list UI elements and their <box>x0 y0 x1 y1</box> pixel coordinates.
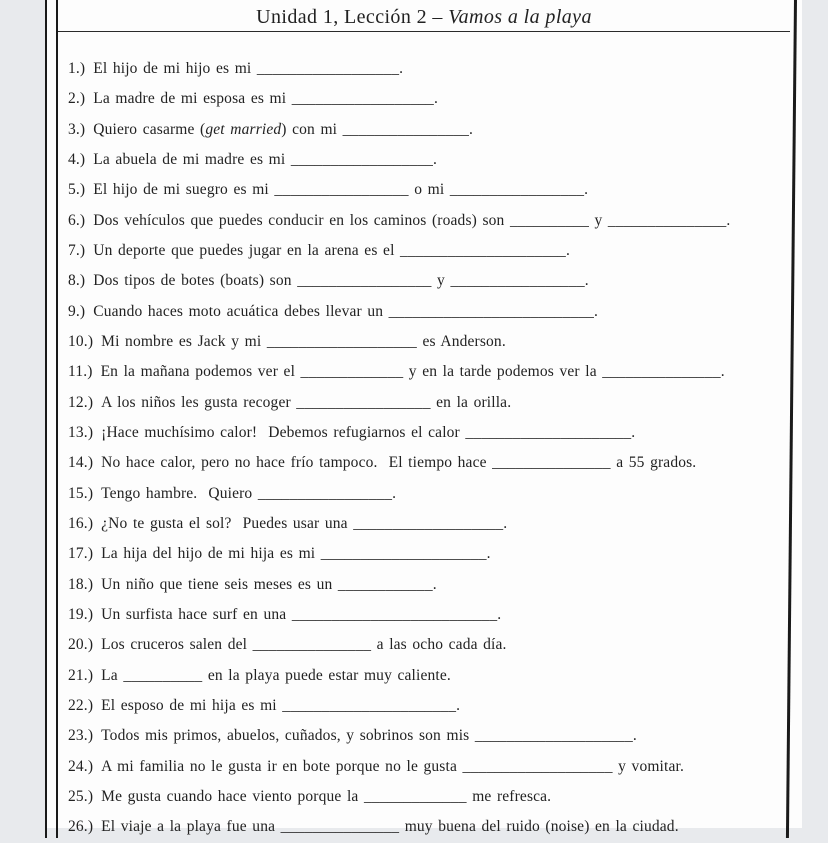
question-row <box>68 600 784 630</box>
question-number: 19.) <box>68 605 94 623</box>
question-number: 26.) <box>68 818 94 836</box>
text-run: La abuela de mi madre es mi __________________. <box>93 150 438 168</box>
question-row <box>68 357 784 387</box>
text-run: ¿No te gusta el sol? Puedes usar una ___________________. <box>101 514 508 532</box>
question-number: 6.) <box>68 211 86 229</box>
question-number: 11.) <box>68 363 93 381</box>
text-run: Me gusta cuando hace viento porque la _____________ me refresca. <box>101 787 552 805</box>
question-text <box>101 394 511 411</box>
text-run: El esposo de mi hija es mi ______________________. <box>101 696 461 714</box>
text-run: Un niño que tiene seis meses es un ____________. <box>101 575 437 593</box>
question-row <box>68 54 784 84</box>
question-row <box>68 721 784 751</box>
question-row <box>68 236 784 266</box>
question-row <box>68 661 784 691</box>
question-row <box>68 115 784 145</box>
question-number: 8.) <box>68 272 86 290</box>
question-number: 15.) <box>68 484 94 502</box>
question-number: 25.) <box>68 787 94 805</box>
question-text <box>101 758 684 775</box>
question-text <box>101 818 679 835</box>
question-number: 23.) <box>68 727 94 745</box>
question-number: 20.) <box>68 636 94 654</box>
question-number: 14.) <box>68 454 94 472</box>
question-text <box>101 545 491 562</box>
text-run: Mi nombre es Jack y mi ___________________ es Anderson. <box>101 332 506 350</box>
text-run: No hace calor, pero no hace frío tampoco. El tiempo hace _______________ a 55 grados. <box>101 454 697 472</box>
question-row <box>68 509 784 539</box>
question-number: 7.) <box>68 241 86 259</box>
italic-text-run: get married <box>205 120 282 138</box>
question-text <box>93 181 588 198</box>
text-run: A mi familia no le gusta ir en bote porque no le gusta ___________________ y vomitar. <box>101 757 684 775</box>
question-text <box>93 212 730 229</box>
question-text <box>101 727 637 744</box>
question-number: 10.) <box>68 332 94 350</box>
question-row <box>68 388 784 418</box>
question-row <box>68 266 784 296</box>
question-text <box>101 363 725 380</box>
question-number: 2.) <box>68 90 86 108</box>
question-text <box>93 151 437 168</box>
question-text <box>101 515 507 532</box>
text-run: Cuando haces moto acuática debes llevar un __________________________. <box>93 302 599 320</box>
question-text <box>93 121 473 138</box>
question-number: 1.) <box>68 60 86 77</box>
text-run: A los niños les gusta recoger _________________ en la orilla. <box>101 393 512 411</box>
question-text <box>101 606 501 623</box>
page-title <box>58 0 790 29</box>
question-text <box>93 272 589 289</box>
question-list <box>68 54 784 843</box>
question-row <box>68 145 784 175</box>
question-text <box>93 90 438 107</box>
question-number: 12.) <box>68 393 94 411</box>
question-text <box>93 303 598 320</box>
question-number: 22.) <box>68 696 94 714</box>
question-number: 9.) <box>68 302 86 320</box>
question-row <box>68 327 784 357</box>
text-run: Dos tipos de botes (boats) son _________________ y _________________. <box>93 272 589 290</box>
text-run: La madre de mi esposa es mi __________________. <box>93 90 438 108</box>
question-number: 4.) <box>68 150 86 168</box>
page-left-border-outer <box>45 0 47 838</box>
worksheet-header <box>58 0 790 32</box>
text-run: Los cruceros salen del _______________ a las ocho cada día. <box>101 636 507 654</box>
question-text <box>101 788 551 805</box>
text-run: Quiero casarme ( <box>93 120 206 138</box>
question-text <box>101 454 696 471</box>
question-text <box>101 485 396 502</box>
question-row <box>68 782 784 812</box>
text-run: El hijo de mi hijo es mi __________________. <box>93 60 404 77</box>
question-row <box>68 691 784 721</box>
text-run: Unidad 1, Lección 2 – <box>256 6 449 28</box>
text-run: El viaje a la playa fue una _______________ muy buena del ruido (noise) en la ciudad. <box>101 818 679 836</box>
text-run: ¡Hace muchísimo calor! Debemos refugiarnos el calor _____________________. <box>101 423 636 441</box>
question-row <box>68 539 784 569</box>
text-run: Un surfista hace surf en una __________________________. <box>101 605 502 623</box>
question-number: 24.) <box>68 757 94 775</box>
question-text <box>93 60 403 77</box>
question-row <box>68 630 784 660</box>
question-text <box>101 636 506 653</box>
question-row <box>68 84 784 114</box>
question-row <box>68 448 784 478</box>
text-run: Tengo hambre. Quiero _________________. <box>101 484 397 502</box>
question-number: 16.) <box>68 514 94 532</box>
text-run: Todos mis primos, abuelos, cuñados, y sobrinos son mis ____________________. <box>101 727 637 745</box>
question-text <box>101 576 437 593</box>
text-run: ) con mi ________________. <box>281 120 474 138</box>
question-text <box>101 424 635 441</box>
question-text <box>101 667 451 684</box>
question-row <box>68 752 784 782</box>
question-row <box>68 812 784 842</box>
text-run: Dos vehículos que puedes conducir en los caminos (roads) son __________ y _______________. <box>93 211 731 229</box>
question-row <box>68 479 784 509</box>
question-row <box>68 175 784 205</box>
question-number: 13.) <box>68 423 94 441</box>
question-number: 21.) <box>68 666 94 684</box>
text-run: La hija del hijo de mi hija es mi _____________________. <box>101 545 491 563</box>
text-run: La __________ en la playa puede estar muy caliente. <box>101 666 451 684</box>
text-run: Un deporte que puedes jugar en la arena es el _____________________. <box>93 241 570 259</box>
question-text <box>93 242 570 259</box>
text-run: El hijo de mi suegro es mi _________________ o mi _________________. <box>93 181 589 199</box>
question-number: 17.) <box>68 545 94 563</box>
question-text <box>101 333 506 350</box>
question-row <box>68 418 784 448</box>
question-row <box>68 297 784 327</box>
question-text <box>101 697 460 714</box>
question-number: 3.) <box>68 120 86 138</box>
text-run: En la mañana podemos ver el _____________ y en la tarde podemos ver la _______________. <box>100 363 725 381</box>
italic-text-run: Vamos a la playa <box>448 6 592 28</box>
question-number: 5.) <box>68 181 86 199</box>
question-row <box>68 570 784 600</box>
question-row <box>68 206 784 236</box>
question-number: 18.) <box>68 575 94 593</box>
page-left-border-inner <box>56 0 58 838</box>
